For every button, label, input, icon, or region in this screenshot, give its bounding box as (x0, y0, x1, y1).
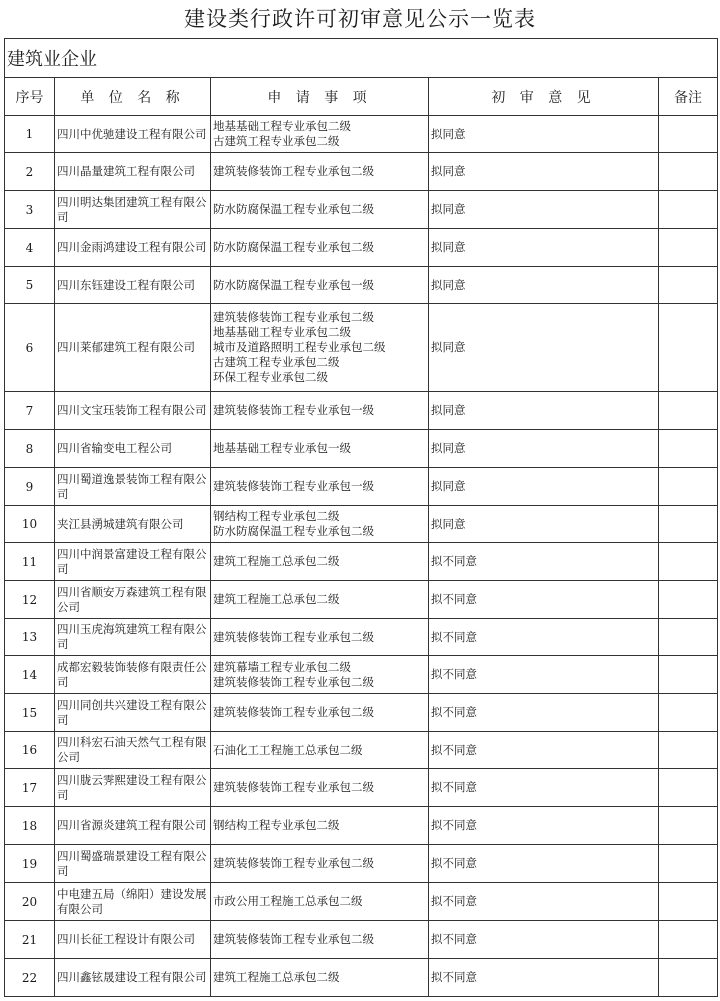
row-opinion: 拟同意 (429, 191, 659, 229)
table-row (5, 229, 718, 267)
row-opinion: 拟不同意 (429, 769, 659, 807)
row-seq: 22 (5, 959, 55, 997)
table-row (5, 845, 718, 883)
table-row (5, 656, 718, 694)
row-seq: 20 (5, 883, 55, 921)
table-row (5, 807, 718, 845)
table-row (5, 304, 718, 392)
row-opinion: 拟同意 (429, 153, 659, 191)
row-remark (659, 229, 718, 267)
row-items (211, 304, 429, 392)
row-opinion: 拟不同意 (429, 883, 659, 921)
row-remark (659, 304, 718, 392)
application-item: 建筑装修装饰工程专业承包二级 (213, 629, 374, 644)
header-opinion: 初 审 意 见 (429, 78, 659, 116)
row-opinion: 拟不同意 (429, 581, 659, 619)
application-item: 防水防腐保温工程专业承包一级 (213, 277, 374, 292)
application-item: 建筑工程施工总承包二级 (213, 970, 340, 984)
application-item: 地基基础工程专业承包二级 (213, 325, 351, 339)
row-items (211, 959, 429, 997)
row-company: 四川长征工程设计有限公司 (55, 921, 211, 959)
row-opinion: 拟同意 (429, 229, 659, 267)
table-row (5, 921, 718, 959)
row-remark (659, 619, 718, 656)
row-items (211, 581, 429, 619)
row-items (211, 921, 429, 959)
row-opinion: 拟同意 (429, 304, 659, 392)
row-items (211, 468, 429, 506)
row-items (211, 543, 429, 581)
application-item: 建筑装修装饰工程专业承包二级 (213, 674, 374, 689)
row-remark (659, 807, 718, 845)
page-title: 建设类行政许可初审意见公示一览表 (184, 7, 536, 31)
row-seq: 2 (5, 153, 55, 191)
header-seq: 序号 (5, 78, 55, 116)
row-company: 四川胧云霁熙建设工程有限公司 (55, 769, 211, 807)
application-item: 建筑装修装饰工程专业承包二级 (213, 856, 374, 870)
row-items (211, 229, 429, 267)
row-remark (659, 769, 718, 807)
row-seq: 11 (5, 543, 55, 581)
row-opinion: 拟不同意 (429, 732, 659, 769)
row-remark (659, 191, 718, 229)
application-item: 防水防腐保温工程专业承包二级 (213, 202, 374, 216)
row-company: 四川蜀盛瑞景建设工程有限公司 (55, 845, 211, 883)
row-items (211, 153, 429, 191)
column-header-row (5, 78, 718, 116)
table-row (5, 543, 718, 581)
row-items (211, 506, 429, 543)
row-seq: 1 (5, 116, 55, 153)
row-company: 四川省源炎建筑工程有限公司 (55, 807, 211, 845)
row-remark (659, 153, 718, 191)
row-remark (659, 921, 718, 959)
application-item: 建筑工程施工总承包二级 (213, 592, 340, 606)
row-company: 夹江县湧城建筑有限公司 (55, 506, 211, 543)
row-company: 成都宏毅装饰装修有限责任公司 (55, 656, 211, 694)
table-row (5, 769, 718, 807)
row-seq: 6 (5, 304, 55, 392)
application-item: 古建筑工程专业承包二级 (213, 134, 340, 148)
row-company: 四川同创共兴建设工程有限公司 (55, 694, 211, 732)
table-row (5, 153, 718, 191)
application-item: 建筑工程施工总承包二级 (213, 554, 340, 568)
row-seq: 7 (5, 392, 55, 430)
row-company: 四川晶量建筑工程有限公司 (55, 153, 211, 191)
application-item: 钢结构工程专业承包二级 (213, 818, 340, 832)
table-row (5, 883, 718, 921)
table-row (5, 732, 718, 769)
row-items (211, 883, 429, 921)
row-remark (659, 392, 718, 430)
row-seq: 13 (5, 619, 55, 656)
section-title: 建筑业企业 (5, 39, 718, 78)
row-items (211, 807, 429, 845)
row-company: 四川省顺安万森建筑工程有限公司 (55, 581, 211, 619)
row-remark (659, 430, 718, 468)
application-item: 石油化工工程施工总承包二级 (213, 742, 363, 757)
application-item: 市政公用工程施工总承包二级 (213, 894, 363, 908)
application-item: 建筑装修装饰工程专业承包二级 (213, 164, 374, 178)
table-row (5, 959, 718, 997)
row-remark (659, 845, 718, 883)
header-company: 单 位 名 称 (55, 78, 211, 116)
application-item: 防水防腐保温工程专业承包二级 (213, 524, 374, 538)
row-seq: 17 (5, 769, 55, 807)
row-seq: 10 (5, 506, 55, 543)
row-remark (659, 883, 718, 921)
row-remark (659, 959, 718, 997)
application-item: 地基基础工程专业承包二级 (213, 119, 351, 133)
row-opinion: 拟不同意 (429, 807, 659, 845)
row-items (211, 430, 429, 468)
header-items: 申 请 事 项 (211, 78, 429, 116)
row-items (211, 845, 429, 883)
row-remark (659, 267, 718, 304)
row-seq: 8 (5, 430, 55, 468)
row-company: 四川玉虎海筑建筑工程有限公司 (55, 619, 211, 656)
row-company: 四川省输变电工程公司 (55, 430, 211, 468)
row-items (211, 392, 429, 430)
row-opinion: 拟同意 (429, 468, 659, 506)
application-item: 地基基础工程专业承包一级 (213, 441, 351, 455)
application-item: 建筑装修装饰工程专业承包一级 (213, 479, 374, 493)
table-row (5, 430, 718, 468)
table-row (5, 581, 718, 619)
application-item: 古建筑工程专业承包二级 (213, 355, 340, 369)
row-items (211, 619, 429, 656)
row-seq: 4 (5, 229, 55, 267)
header-remark: 备注 (659, 78, 718, 116)
row-opinion: 拟不同意 (429, 656, 659, 694)
row-items (211, 656, 429, 694)
row-opinion: 拟不同意 (429, 845, 659, 883)
row-seq: 12 (5, 581, 55, 619)
table-row (5, 694, 718, 732)
row-opinion: 拟不同意 (429, 959, 659, 997)
row-company: 四川莱郁建筑工程有限公司 (55, 304, 211, 392)
row-company: 四川中优驰建设工程有限公司 (55, 116, 211, 153)
row-seq: 9 (5, 468, 55, 506)
row-opinion: 拟不同意 (429, 619, 659, 656)
row-company: 四川鑫铉晟建设工程有限公司 (55, 959, 211, 997)
table-row (5, 116, 718, 153)
row-seq: 5 (5, 267, 55, 304)
application-item: 建筑幕墙工程专业承包二级 (213, 659, 351, 674)
row-remark (659, 116, 718, 153)
row-remark (659, 656, 718, 694)
row-seq: 3 (5, 191, 55, 229)
table-row (5, 267, 718, 304)
row-opinion: 拟同意 (429, 506, 659, 543)
application-item: 建筑装修装饰工程专业承包二级 (213, 780, 374, 794)
table-row (5, 468, 718, 506)
section-header-row (5, 39, 718, 78)
row-items (211, 694, 429, 732)
row-company: 四川文宝珏装饰工程有限公司 (55, 392, 211, 430)
row-company: 四川科宏石油天然气工程有限公司 (55, 732, 211, 769)
row-opinion: 拟同意 (429, 116, 659, 153)
table-row (5, 191, 718, 229)
row-seq: 15 (5, 694, 55, 732)
row-company: 四川明达集团建筑工程有限公司 (55, 191, 211, 229)
table-row (5, 619, 718, 656)
row-opinion: 拟不同意 (429, 694, 659, 732)
row-opinion: 拟同意 (429, 430, 659, 468)
application-item: 环保工程专业承包二级 (213, 370, 328, 384)
row-company: 四川中润景富建设工程有限公司 (55, 543, 211, 581)
row-items (211, 732, 429, 769)
row-seq: 16 (5, 732, 55, 769)
row-items (211, 267, 429, 304)
row-items (211, 116, 429, 153)
row-remark (659, 468, 718, 506)
application-item: 钢结构工程专业承包二级 (213, 509, 340, 523)
row-items (211, 769, 429, 807)
row-remark (659, 694, 718, 732)
row-opinion: 拟不同意 (429, 921, 659, 959)
application-item: 建筑装修装饰工程专业承包一级 (213, 403, 374, 417)
table-row (5, 392, 718, 430)
row-company: 中电建五局（绵阳）建设发展有限公司 (55, 883, 211, 921)
row-opinion: 拟同意 (429, 267, 659, 304)
application-item: 防水防腐保温工程专业承包二级 (213, 240, 374, 254)
row-opinion: 拟不同意 (429, 543, 659, 581)
row-seq: 18 (5, 807, 55, 845)
application-item: 建筑装修装饰工程专业承包二级 (213, 932, 374, 946)
row-seq: 19 (5, 845, 55, 883)
row-remark (659, 506, 718, 543)
row-seq: 14 (5, 656, 55, 694)
row-remark (659, 581, 718, 619)
application-item: 建筑装修装饰工程专业承包二级 (213, 310, 374, 324)
row-items (211, 191, 429, 229)
row-seq: 21 (5, 921, 55, 959)
row-company: 四川金雨鸿建设工程有限公司 (55, 229, 211, 267)
approval-table (4, 38, 718, 997)
table-row (5, 506, 718, 543)
row-company: 四川蜀道逸景装饰工程有限公司 (55, 468, 211, 506)
row-opinion: 拟同意 (429, 392, 659, 430)
row-company: 四川东钰建设工程有限公司 (55, 267, 211, 304)
application-item: 建筑装修装饰工程专业承包二级 (213, 705, 374, 719)
row-remark (659, 543, 718, 581)
application-item: 城市及道路照明工程专业承包二级 (213, 340, 386, 354)
row-remark (659, 732, 718, 769)
